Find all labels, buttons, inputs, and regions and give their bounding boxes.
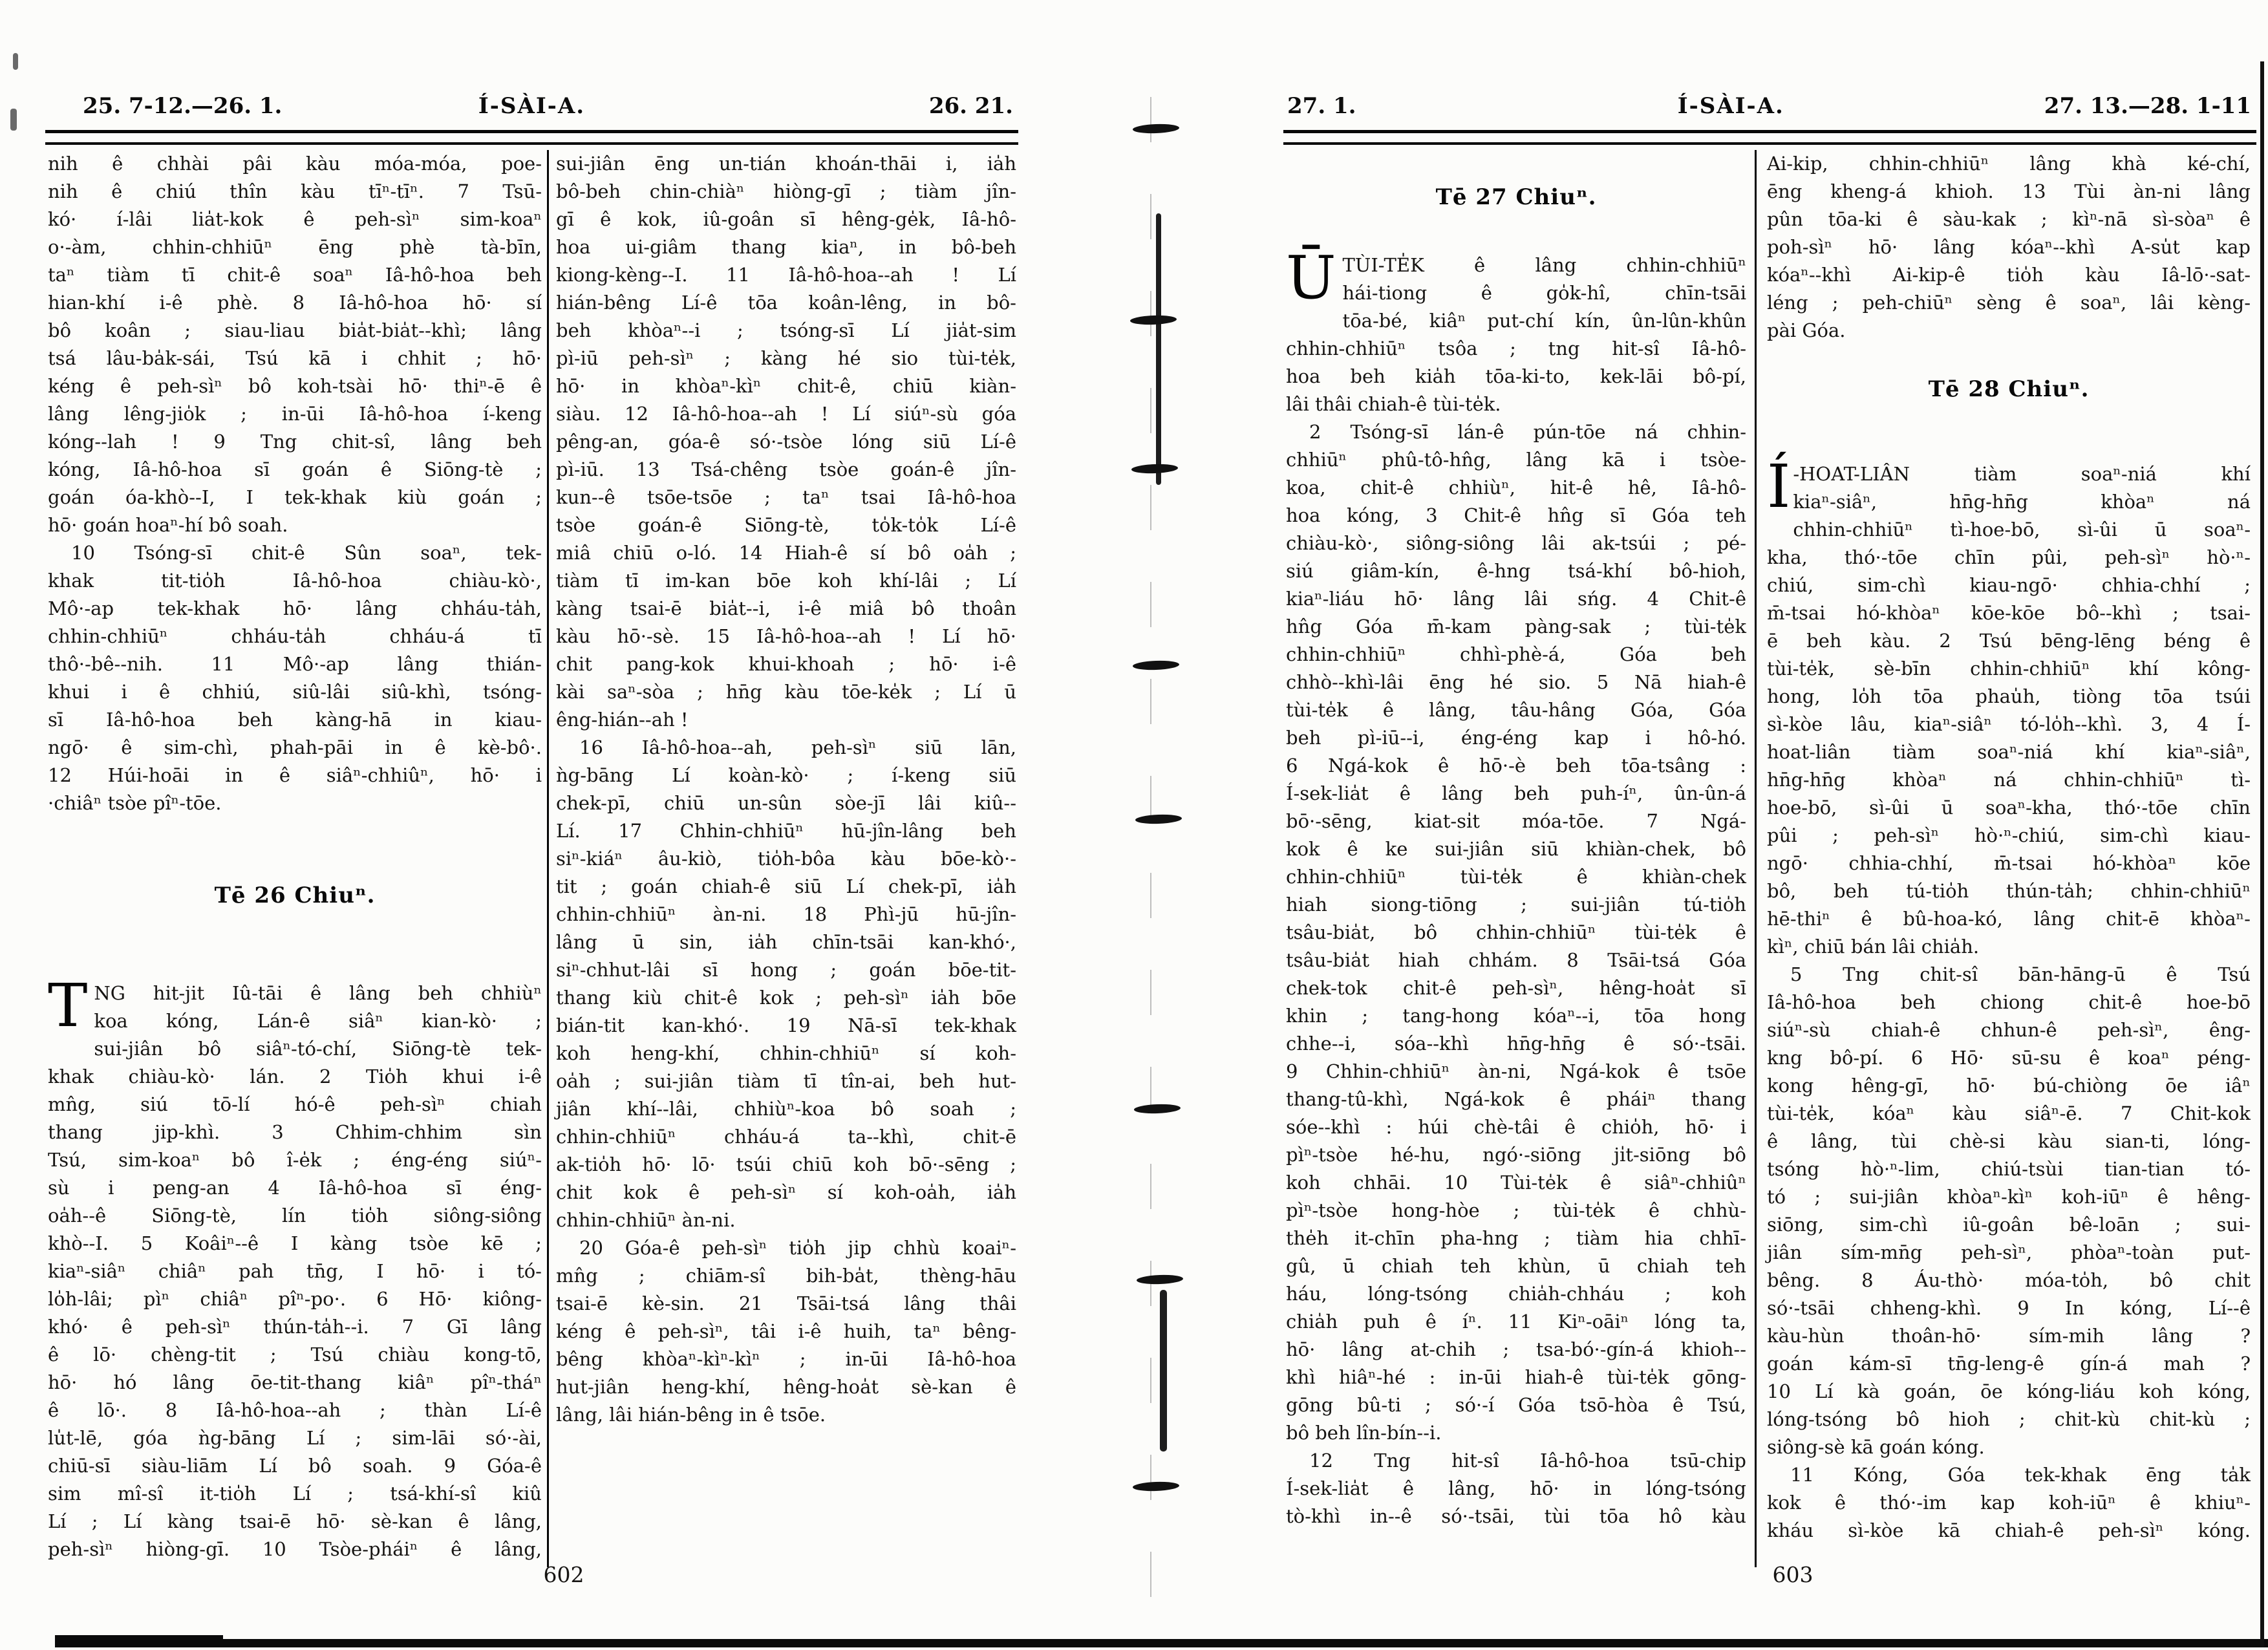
text-line: tsai-ē kè-sin. 21 Tsāi-tsá lâng thâi	[556, 1292, 1016, 1314]
text-line: Í-sek-lia̍t ê lâng beh puh-íⁿ, ûn-ûn-á	[1286, 782, 1746, 804]
text-line: chiàu-kò·, siông-siông lâi ak-tsúi ; pé-	[1286, 532, 1746, 554]
book-title: Í-SÀI-A.	[1677, 93, 1784, 119]
text-line: ê lō· chèng-tit ; Tsú chiàu kong-tō,	[48, 1344, 542, 1366]
text-line: peh-sìⁿ hiòng-gī. 10 Tsòe-pháiⁿ ê lâng,	[48, 1538, 542, 1560]
text-line: goán kám-sī tn̄g-leng-ê gín-á mah ?	[1767, 1353, 2251, 1375]
page-number: 603	[1772, 1562, 1813, 1587]
text-line: khak tit-tio̍h Iâ-hô-hoa chiàu-kò·,	[48, 570, 542, 592]
text-line: pûn tōa-ki ê sàu-kak ; kìⁿ-nā sì-sòaⁿ ê	[1767, 208, 2251, 230]
text-line: oa̍h ; sui-jiân tiàm tī tîn-ai, beh hut-	[556, 1070, 1016, 1092]
text-line: kun--ê tsōe-tsōe ; taⁿ tsai Iâ-hô-hoa	[556, 486, 1016, 508]
chapter-heading-block	[48, 817, 542, 980]
text-line: pì-iū peh-sìⁿ ; kàng hé sio tùi-te̍k,	[556, 347, 1016, 369]
text-line: jiân sím-mn̄g peh-sìⁿ, phòaⁿ-toàn put-	[1767, 1241, 2251, 1263]
binding-stitch-mark	[1130, 315, 1177, 326]
binding-stitch-mark	[1134, 1104, 1181, 1115]
chapter-heading: Tē 27 Chiuⁿ.	[1435, 184, 1597, 210]
text-column	[556, 150, 1016, 1429]
scan-edge-right	[2260, 61, 2264, 1647]
text-line: siú giâm-kín, ê-hng tsá-khí bô-hioh,	[1286, 560, 1746, 582]
text-line: tùi-te̍k, sè-bīn chhin-chhiūⁿ khí kông-	[1767, 658, 2251, 680]
text-line: kàu-hùn thoân-hō· sím-mih lâng ?	[1767, 1325, 2251, 1347]
chapter-heading: Tē 26 Chiuⁿ.	[214, 883, 376, 908]
text-line: hian-khí i-ê phè. 8 Iâ-hô-hoa hō· sí	[48, 292, 542, 314]
text-line: hut-jiân heng-khí, hêng-hoa̍t sè-kan ê	[556, 1376, 1016, 1398]
text-line: jiân khí--lâi, chhiùⁿ-koa bô soah ;	[556, 1098, 1016, 1120]
text-line: miâ chiū o-ló. 14 Hiah-ê sí bô oa̍h ;	[556, 542, 1016, 564]
text-line: hoa beh kia̍h tōa-ki-to, kek-lāi bô-pí,	[1286, 365, 1746, 387]
text-line: tiàm tī im-kan bōe koh khí-lâi ; Lí	[556, 570, 1016, 592]
drop-cap: Í	[1767, 452, 1791, 521]
text-line: chiú, sim-chì kiau-ngō· chhia-chhí ;	[1767, 574, 2251, 596]
header-double-rule	[45, 130, 1018, 145]
text-line: lu̍t-lē, góa ǹg-bāng Lí ; sim-lāi só·-ài,	[48, 1427, 542, 1449]
text-line: kéng ê peh-sìⁿ, tâi i-ê huih, taⁿ bêng-	[556, 1320, 1016, 1342]
text-line: bián-tit kan-khó·. 19 Nā-sī tek-khak	[556, 1014, 1016, 1036]
text-line: bô, beh tú-tio̍h thún-ta̍h; chhin-chhiūⁿ	[1767, 880, 2251, 902]
text-line: hoa ui-giâm thang kiaⁿ, in bô-beh	[556, 236, 1016, 258]
text-line: chit kok ê peh-sìⁿ sí koh-oa̍h, ia̍h	[556, 1181, 1016, 1203]
text-line: kháu sì-kòe kā chiah-ê peh-sìⁿ kóng.	[1767, 1519, 2251, 1541]
text-line: khì hiâⁿ-hé : in-ūi hiah-ê tùi-te̍k gōng-	[1286, 1366, 1746, 1388]
text-line: ê lâng, tùi chè-si kàu sian-ti, lóng-	[1767, 1130, 2251, 1152]
text-line: kàu hō·-sè. 15 Iâ-hô-hoa--ah ! Lí hō·	[556, 625, 1016, 647]
text-line: bô koân ; siau-liau bia̍t-bia̍t--khì; lâng	[48, 319, 542, 341]
binding-ink-streak	[1156, 213, 1161, 485]
text-line: chhe--i, sóa--khì hn̄g-hn̄g ê só·-tsāi.	[1286, 1033, 1746, 1055]
text-line: chit pang-kok khui-khoah ; hō· i-ê	[556, 653, 1016, 675]
text-line: pêng-an, góa-ê só·-tsòe lóng siū Lí-ê	[556, 431, 1016, 453]
text-line: kiaⁿ-siâⁿ, hn̄g-hn̄g khòaⁿ ná	[1793, 491, 2251, 513]
text-line: háu, lóng-tsóng chia̍h-chháu ; koh	[1286, 1283, 1746, 1305]
text-line: chhin-chhiūⁿ tùi-te̍k ê khiàn-chek	[1286, 866, 1746, 888]
text-line: kiaⁿ-liáu hō· lâng lâi sńg. 4 Chit-ê	[1286, 588, 1746, 610]
verse-range-right: 27. 13.—28. 1-11	[2044, 93, 2251, 119]
text-line: 9 Chhin-chhiūⁿ àn-ni, Ngá-kok ê tsōe	[1286, 1060, 1746, 1082]
text-line: 2 Tsóng-sī lán-ê pún-tōe ná chhin-	[1309, 421, 1746, 443]
text-line: hoe-bō, sì-ûi ū soaⁿ-kha, thó·-tōe chīn	[1767, 797, 2251, 819]
text-line: lâng, lâi hián-bêng in ê tsōe.	[556, 1404, 826, 1426]
text-line: 20 Góa-ê peh-sìⁿ tio̍h jip chhù koaiⁿ-	[579, 1237, 1016, 1259]
text-line: siⁿ-kiáⁿ âu-kiò, tio̍h-bôa kàu bōe-kò·-	[556, 848, 1016, 870]
text-line: bêng. 8 Áu-thò· móa-to̍h, bô chi̍t	[1767, 1269, 2251, 1291]
text-line: taⁿ tiàm tī chit-ê soaⁿ Iâ-hô-hoa beh	[48, 264, 542, 286]
page-left	[45, 0, 1018, 1650]
text-line: 16 Iâ-hô-hoa--ah, peh-sìⁿ siū lān,	[579, 736, 1016, 758]
text-line: lâng ū sin, ia̍h chīn-tsāi kan-khó·,	[556, 931, 1016, 953]
text-line: kóng, Iâ-hô-hoa sī goán ê Siōng-tè ;	[48, 458, 542, 480]
text-line: chhin-chhiūⁿ chháu-á ta--khì, chit-ē	[556, 1126, 1016, 1148]
binding-stitch-mark	[1135, 814, 1182, 825]
text-line: Iâ-hô-hoa beh chiong chit-ê hoe-bō	[1767, 991, 2251, 1013]
text-line: chek-pī, chiū un-sûn sòe-jī lâi kiû--	[556, 792, 1016, 814]
text-line: bô-beh chin-chiàⁿ hiòng-gī ; tiàm jîn-	[556, 180, 1016, 202]
text-line: kiong-kèng--I. 11 Iâ-hô-hoa--ah ! Lí	[556, 264, 1016, 286]
text-line: 11 Kóng, Góa tek-khak ēng ta̍k	[1790, 1464, 2251, 1486]
text-line: êng-hián--ah !	[556, 709, 689, 731]
verse-range-left: 25. 7-12.—26. 1.	[83, 93, 283, 119]
text-line: tùi-te̍k ê lâng, tâu-hâng Góa, Góa	[1286, 699, 1746, 721]
text-line: koh heng-khí, chhin-chhiūⁿ sí koh-	[556, 1042, 1016, 1064]
text-line: chhin-chhiūⁿ àn-ni. 18 Phì-jū hū-jîn-	[556, 903, 1016, 925]
text-line: kìⁿ, chiū bán lâi chia̍h.	[1767, 936, 1980, 958]
text-line: hē-thiⁿ ê bû-hoa-kó, lâng chit-ē khòaⁿ-	[1767, 908, 2251, 930]
text-line: lóng-tsóng bô hioh ; chit-kù chit-kù ;	[1767, 1408, 2251, 1430]
scan-edge-bottom	[55, 1639, 2268, 1647]
text-line: khui i ê chhiú, siû-lâi siû-khì, tsóng-	[48, 681, 542, 703]
text-line: chhin-chhiūⁿ chháu-ta̍h chháu-á tī	[48, 625, 542, 647]
text-line: nih ê chhài pâi kàu móa-móa, poe-	[48, 153, 542, 175]
text-line: bō·-sēng, kiat-si̍t móa-tōe. 7 Ngá-	[1286, 810, 1746, 832]
text-line: ak-tio̍h hō· lō· tsúi chiū koh bō·-sēng ;	[556, 1153, 1016, 1175]
drop-cap: Ū	[1286, 243, 1336, 312]
binding-stitch-mark	[1131, 464, 1178, 475]
text-line: gû, ū chiah teh khùn, ū chiah teh	[1286, 1255, 1746, 1277]
text-line: beh khòaⁿ--i ; tsóng-sī Lí jia̍t-sim	[556, 319, 1016, 341]
text-line: pì-iū. 13 Tsá-chêng tsòe goán-ê jîn-	[556, 458, 1016, 480]
text-line: bêng khòaⁿ-kìⁿ-kìⁿ ; in-ūi Iâ-hô-hoa	[556, 1348, 1016, 1370]
verse-range-left: 27. 1.	[1287, 93, 1356, 119]
text-line: Lí ; Lí kàng tsai-ē hō· sè-kan ê lâng,	[48, 1510, 542, 1532]
text-line: chek-tok chit-ê peh-sìⁿ, hêng-hoa̍t sī	[1286, 977, 1746, 999]
text-line: kha, thó·-tōe chīn pûi, peh-sìⁿ hò·ⁿ-	[1767, 546, 2251, 568]
text-line: m̄-tsai hó-khòaⁿ kōe-kōe bô--khì ; tsai-	[1767, 602, 2251, 624]
text-line: tsòe goán-ê Siōng-tè, to̍k-to̍k Lí-ê	[556, 514, 1016, 536]
text-line: kài saⁿ-sòa ; hn̄g kàu tōe-ke̍k ; Lí ū	[556, 681, 1016, 703]
text-line: tsâu-bia̍t, bô chhin-chhiūⁿ tùi-te̍k ê	[1286, 921, 1746, 943]
text-line: hō· goán hoaⁿ-hí bô soah.	[48, 514, 288, 536]
text-line: siúⁿ-sù chiah-ê chhun-ê peh-sìⁿ, êng-	[1767, 1019, 2251, 1041]
binding-stitch-mark	[1133, 123, 1179, 134]
text-line: kiaⁿ-siâⁿ chiâⁿ pah tn̄g, I hō· i tó-	[48, 1260, 542, 1282]
text-line: kng bô-pí. 6 Hō· sū-su ê koaⁿ péng-	[1767, 1047, 2251, 1069]
text-line: sui-jiân bô siâⁿ-tó-chí, Siōng-tè tek-	[94, 1038, 542, 1060]
binding-stitch-mark	[1133, 1481, 1179, 1492]
scan-edge-bottom	[55, 1635, 223, 1639]
text-line: 12 Húi-hoāi in ê siâⁿ-chhiûⁿ, hō· i	[48, 764, 542, 786]
text-line: ǹg-bāng Lí koàn-kò· ; í-keng siū	[556, 764, 1016, 786]
text-line: oa̍h--ê Siōng-tè, lín tio̍h siông-siông	[48, 1205, 542, 1227]
text-line: 5 Tng chit-sî bān-hāng-ū ê Tsú	[1790, 963, 2251, 985]
text-line: tsâu-bia̍t hiah chhám. 8 Tsāi-tsá Góa	[1286, 949, 1746, 971]
text-line: the̍h it-chīn pha-hng ; tiàm hia chhī-	[1286, 1227, 1746, 1249]
text-line: pìⁿ-tsòe hé-hu, ngó·-siōng ji̍t-siōng bô	[1286, 1144, 1746, 1166]
text-line: Lí. 17 Chhin-chhiūⁿ hū-jîn-lâng beh	[556, 820, 1016, 842]
text-line: lo̍h-lâi; pìⁿ chiâⁿ pîⁿ-po·. 6 Hō· kiông-	[48, 1288, 542, 1310]
text-line: kok ê ke sui-jiân siū khiàn-chek, bô	[1286, 838, 1746, 860]
text-line: pài Góa.	[1767, 319, 1846, 341]
text-line: Í-sek-lia̍t ê lâng, hō· in lóng-tsóng	[1286, 1477, 1746, 1499]
text-line: gōng bû-ti ; só·-í Góa tsō-hòa ê Tsú,	[1286, 1394, 1746, 1416]
text-line: chhin-chhiūⁿ tsôa ; tng hit-sî Iâ-hô-	[1286, 338, 1746, 359]
text-line: o·-àm, chhin-chhiūⁿ ēng phè tà-bīn,	[48, 236, 542, 258]
text-line: chhiūⁿ phû-tô-hn̂g, lâng kā i tsòe-	[1286, 449, 1746, 471]
text-line: Í -HOAT-LIÂN tiàm soaⁿ-niá khí	[1767, 452, 2251, 521]
text-line: ēng kheng-á khioh. 13 Tùi àn-ni lâng	[1767, 180, 2251, 202]
text-line: mn̂g ; chiām-sî bih-ba̍t, thèng-hāu	[556, 1265, 1016, 1287]
text-line: bô beh lîn-bín--i.	[1286, 1422, 1442, 1444]
text-line: hái-tiong ê go̍k-hî, chīn-tsāi	[1342, 282, 1746, 304]
binding-stitch-mark	[1133, 660, 1179, 671]
text-line: chhin-chhiūⁿ àn-ni.	[556, 1209, 736, 1231]
text-columns	[1283, 150, 2256, 1572]
text-line: hián-bêng Lí-ê tōa koân-lêng, in bô-	[556, 292, 1016, 314]
text-line: tsá lâu-ba̍k-sái, Tsú kā i chhit ; hō·	[48, 347, 542, 369]
running-head	[45, 93, 1018, 123]
page-number: 602	[543, 1562, 584, 1587]
text-line: hn̄g-hn̄g khòaⁿ ná chhin-chhiūⁿ tì-	[1767, 769, 2251, 791]
text-line: sui-jiân ēng un-tián khoán-thāi i, ia̍h	[556, 153, 1016, 175]
text-line: koa kóng, Lán-ê siâⁿ kian-kò· ;	[94, 1010, 542, 1032]
binding-stitch-mark	[1137, 1274, 1183, 1285]
text-line: nih ê chiú thîn kàu tīⁿ-tīⁿ. 7 Tsū-	[48, 180, 542, 202]
text-line: tōa-bé, kiâⁿ put-chí kín, ûn-lûn-khûn	[1342, 310, 1746, 332]
text-line: Mô·-ap tek-khak hō· lâng chháu-ta̍h,	[48, 597, 542, 619]
text-line: chhò--khì-lâi ēng hé sio. 5 Nā hiah-ê	[1286, 671, 1746, 693]
text-column	[48, 150, 542, 1563]
text-line: thô·-bê--nih. 11 Mô·-ap lâng thián-	[48, 653, 542, 675]
text-line: hō· in khòaⁿ-kìⁿ chit-ê, chiū kiàn-	[556, 375, 1016, 397]
text-line: siông-sè kā goán kóng.	[1767, 1436, 1985, 1458]
text-line: koh chhāi. 10 Tùi-te̍k ê siâⁿ-chhiûⁿ	[1286, 1172, 1746, 1194]
text-line: koa, chit-ê chhiùⁿ, hit-ê hê, Iâ-hô-	[1286, 477, 1746, 498]
text-line: lâng lêng-jio̍k ; in-ūi Iâ-hô-hoa í-keng	[48, 403, 542, 425]
text-line: TNG hit-jit Iû-tāi ê lâng beh chhiùⁿ	[48, 971, 542, 1040]
text-line: tò-khì in--ê só·-tsāi, tùi tōa hô kàu	[1286, 1505, 1746, 1527]
text-line: tit ; goán chiah-ê siū Lí chek-pī, ia̍h	[556, 875, 1016, 897]
text-line: khak chiàu-kò· lán. 2 Tio̍h khui i-ê	[48, 1066, 542, 1088]
text-line: hō· lâng at-chih ; tsa-bó·-gín-á khioh--	[1286, 1338, 1746, 1360]
text-line: khó· ê peh-sìⁿ thún-ta̍h--i. 7 Gī lâng	[48, 1316, 542, 1338]
text-line: chhin-chhiūⁿ chhì-phè-á, Góa beh	[1286, 643, 1746, 665]
text-line: hn̂g Góa m̄-kam pàng-sak ; tùi-te̍k	[1286, 616, 1746, 638]
text-line: pìⁿ-tsòe hong-hòe ; tùi-te̍k ê chhù-	[1286, 1199, 1746, 1221]
page-right	[1283, 0, 2256, 1650]
text-line: goán óa-khò--I, I tek-khak kiù goán ;	[48, 486, 542, 508]
text-line: chhin-chhiūⁿ tì-hoe-bō, sì-ûi ū soaⁿ-	[1793, 519, 2251, 541]
text-line: chia̍h puh ê íⁿ. 11 Kiⁿ-oāiⁿ lóng ta,	[1286, 1311, 1746, 1333]
text-line: kéng ê peh-sìⁿ bô koh-tsài hō· thiⁿ-ē ê	[48, 375, 542, 397]
text-line: siōng, sim-chì iû-goân bê-loān ; sui-	[1767, 1214, 2251, 1236]
text-line: ngō· ê sim-chì, phah-pāi in ê kè-bô·.	[48, 736, 542, 758]
text-line: kóng--lah ! 9 Tng chit-sî, lâng beh	[48, 431, 542, 453]
running-head	[1283, 93, 2256, 123]
text-line: sù i peng-an 4 Iâ-hô-hoa sī éng-	[48, 1177, 542, 1199]
text-line: Ai-kip, chhin-chhiūⁿ lâng khà ké-chí,	[1767, 153, 2251, 175]
scan-speck	[13, 53, 18, 70]
text-line: tó ; sui-jiân khòaⁿ-kìⁿ koh-iūⁿ ê hêng-	[1767, 1186, 2251, 1208]
text-line: hoat-liân tiàm soaⁿ-niá khí kiaⁿ-siâⁿ,	[1767, 741, 2251, 763]
text-line: ê lō·. 8 Iâ-hô-hoa--ah ; thàn Lí-ê	[48, 1399, 542, 1421]
text-line: khin ; tang-hong kóaⁿ--i, tōa hong	[1286, 1005, 1746, 1027]
text-line: ŪTÙI-TE̍K ê lâng chhin-chhiūⁿ	[1286, 243, 1746, 312]
text-columns	[45, 150, 1018, 1572]
chapter-heading-block	[1767, 345, 2251, 460]
text-line: 10 Lí kà goán, ōe kóng-liáu koh kóng,	[1767, 1380, 2251, 1402]
verse-range-right: 26. 21.	[928, 93, 1013, 119]
text-line: gī ê kok, iû-goân sī hêng-ge̍k, Iâ-hô-	[556, 208, 1016, 230]
text-line: sī Iâ-hô-hoa beh kàng-hā in kiau-	[48, 709, 542, 731]
text-line: siⁿ-chhut-lâi sī hong ; goán bōe-tit-	[556, 959, 1016, 981]
text-line: poh-sìⁿ hō· lâng kóaⁿ--khì A-su̍t kap	[1767, 236, 2251, 258]
text-line: hiah siong-tiōng ; sui-jiân tú-tio̍h	[1286, 894, 1746, 916]
text-line: 10 Tsóng-sī chit-ê Sûn soaⁿ, tek-	[71, 542, 542, 564]
text-line: thang kiù chit-ê kok ; peh-sìⁿ ia̍h bōe	[556, 987, 1016, 1009]
text-line: tùi-te̍k, kóaⁿ kàu siâⁿ-ē. 7 Chit-kok	[1767, 1102, 2251, 1124]
text-column	[1767, 150, 2251, 1545]
text-line: kong hêng-gī, hō· bú-chiòng ōe iâⁿ	[1767, 1075, 2251, 1097]
text-line: lâi thâi chiah-ê tùi-te̍k.	[1286, 393, 1501, 415]
text-line: khò--I. 5 Koâiⁿ--ê I kàng tsòe kē ;	[48, 1232, 542, 1254]
text-line: kok ê thó·-im kap koh-iūⁿ ê khiuⁿ-	[1767, 1492, 2251, 1514]
chapter-heading: Tē 28 Chiuⁿ.	[1928, 376, 2090, 402]
text-line: kó· í-lâi lia̍t-kok ê peh-sìⁿ sim-koaⁿ	[48, 208, 542, 230]
binding-ink-streak	[1160, 1290, 1167, 1452]
text-line: ē beh kàu. 2 Tsú bēng-lēng béng ê	[1767, 630, 2251, 652]
column-divider-rule	[1755, 150, 1757, 1567]
text-line: 6 Ngá-kok ê hō·-è beh tōa-tsâng :	[1286, 755, 1746, 777]
text-line: beh pì-iū--i, éng-éng kap i hô-hó.	[1286, 727, 1746, 749]
text-line: tsóng hò·ⁿ-lim, chiú-tsùi tian-tian tó-	[1767, 1158, 2251, 1180]
text-line: sì-kòe lâu, kiaⁿ-siâⁿ tó-lo̍h--khì. 3, 4 Í-	[1767, 713, 2251, 735]
column-divider-rule	[547, 150, 549, 1567]
text-line: ·chiâⁿ tsòe pîⁿ-tōe.	[48, 792, 222, 814]
drop-cap: T	[48, 971, 88, 1040]
text-line: sim mî-sî it-tio̍h Lí ; tsá-khí-sî kiû	[48, 1483, 542, 1505]
text-line: hoa kóng, 3 Chit-ê hn̂g sī Góa teh	[1286, 504, 1746, 526]
text-line: thang jip-khì. 3 Chhim-chhim sìn	[48, 1121, 542, 1143]
text-line: léng ; peh-chiūⁿ sèng ê soaⁿ, lâi kèng-	[1767, 292, 2251, 314]
scan-speck	[10, 109, 17, 131]
text-line: chiū-sī siàu-liām Lí bô soah. 9 Góa-ê	[48, 1455, 542, 1477]
header-double-rule	[1283, 130, 2256, 145]
text-line: siàu. 12 Iâ-hô-hoa--ah ! Lí siúⁿ-sù góa	[556, 403, 1016, 425]
text-line: thang-tû-khì, Ngá-kok ê pháiⁿ thang	[1286, 1088, 1746, 1110]
book-title: Í-SÀI-A.	[478, 93, 586, 119]
text-line: hong, lo̍h tōa phau̍h, tiòng tōa tsúi	[1767, 685, 2251, 707]
chapter-heading-block	[1286, 150, 1746, 252]
text-column	[1286, 150, 1746, 1530]
text-line: hō· hó lâng ōe-tit-thang kiâⁿ pîⁿ-tháⁿ	[48, 1371, 542, 1393]
text-line: ngō· chhia-chhí, m̄-tsai hó-khòaⁿ kōe	[1767, 852, 2251, 874]
text-line: Tsú, sim-koaⁿ bô î-e̍k ; éng-éng siúⁿ-	[48, 1149, 542, 1171]
text-line: sóe--khì : húi chè-tâi ê chio̍h, hō· i	[1286, 1116, 1746, 1138]
text-line: 12 Tng hit-sî Iâ-hô-hoa tsū-chip	[1309, 1450, 1746, 1472]
text-line: só·-tsāi chheng-khì. 9 In kóng, Lí--ê	[1767, 1297, 2251, 1319]
text-line: pûi ; peh-sìⁿ hò·ⁿ-chiú, sim-chì kiau-	[1767, 824, 2251, 846]
text-line: kàng tsai-ē bia̍t--i, i-ê miâ bô thoân	[556, 597, 1016, 619]
text-line: kóaⁿ--khì Ai-kip-ê tio̍h kàu Iâ-lō·-sat-	[1767, 264, 2251, 286]
text-line: mn̂g, siú tō-lí hó-ê peh-sìⁿ chiah	[48, 1093, 542, 1115]
